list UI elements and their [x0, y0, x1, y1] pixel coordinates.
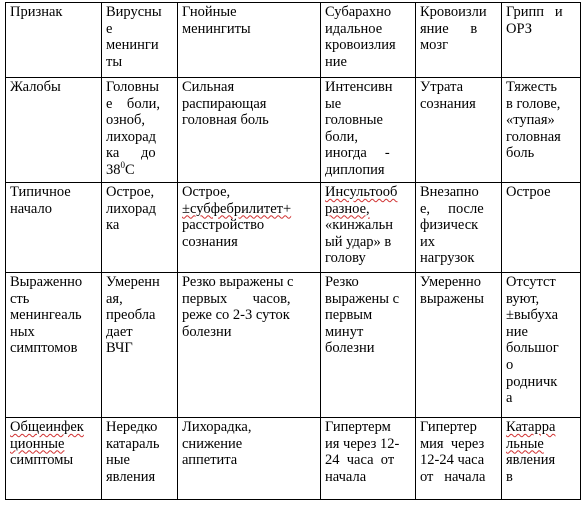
- cell-line: Сильная: [182, 79, 235, 95]
- cell-general-flu: [502, 418, 581, 500]
- cell-line: менингеаль: [10, 307, 82, 324]
- cell-line: ные: [106, 452, 130, 469]
- cell-line: Острое,: [182, 184, 231, 200]
- table-header-row: [6, 3, 581, 78]
- cell-line: ВЧГ: [106, 340, 133, 357]
- cell-line: Гнойные: [182, 4, 237, 20]
- cell-general-purulent: [178, 418, 321, 500]
- cell-meningeal-subarachnoid: [321, 273, 416, 418]
- cell-line: выражены: [420, 290, 485, 307]
- cell-line: в: [506, 468, 513, 485]
- cell-line: Признак: [10, 4, 63, 20]
- cell-line: ние: [325, 53, 347, 70]
- cell-line: ые: [325, 95, 342, 112]
- cell-line: ние: [506, 323, 528, 340]
- cell-line: ка: [106, 217, 120, 234]
- row-label-onset: [6, 183, 102, 273]
- row-label-complaints: [6, 78, 102, 183]
- cell-line: явления: [506, 452, 556, 469]
- cell-line: боли,: [325, 128, 359, 145]
- cell-line: дает: [106, 323, 133, 340]
- cell-line: большог: [506, 340, 559, 357]
- cell-meningeal-purulent: [178, 273, 321, 418]
- header-cell-subarachnoid-hemorrhage: [321, 3, 416, 78]
- cell-line: от начала: [420, 468, 486, 485]
- cell-line: льные: [506, 435, 544, 452]
- cell-line: ОРЗ: [506, 20, 532, 37]
- cell-line: Типичное: [10, 184, 71, 200]
- cell-line: преобла: [106, 307, 156, 324]
- cell-line: лихорад: [106, 128, 157, 145]
- cell-complaints-flu: [502, 78, 581, 183]
- cell-line: мия через: [420, 435, 485, 452]
- cell-onset-flu: [502, 183, 581, 273]
- cell-line: начала: [325, 468, 367, 485]
- cell-line: реже со 2-3 суток: [182, 307, 290, 324]
- cell-line: расстройство: [182, 217, 265, 234]
- cell-line: «тупая»: [506, 112, 555, 129]
- cell-line: вуют,: [506, 290, 540, 307]
- cell-line: е, после: [420, 200, 484, 217]
- cell-line: ия через 12-: [325, 435, 400, 452]
- cell-line: е боли,: [106, 95, 160, 112]
- table-row-meningeal: [6, 273, 581, 418]
- cell-line: Тяжесть: [506, 79, 557, 95]
- cell-line: головные: [325, 112, 383, 129]
- cell-line: лихорад: [106, 200, 157, 217]
- cell-line: ка до: [106, 145, 156, 162]
- cell-line: разное,: [325, 200, 370, 217]
- cell-complaints-viral: [102, 78, 178, 183]
- cell-line: боль: [506, 145, 535, 162]
- symptom-comparison-table: [5, 2, 581, 500]
- cell-line: первых часов,: [182, 290, 291, 307]
- cell-line: симптомы: [10, 452, 74, 469]
- header-cell-sign: [6, 3, 102, 78]
- row-label-meningeal: [6, 273, 102, 418]
- cell-line: идальное: [325, 20, 383, 37]
- cell-line: иногда -: [325, 145, 390, 162]
- cell-line: Интенсивн: [325, 79, 393, 95]
- cell-line: е: [106, 20, 113, 37]
- cell-line: нагрузок: [420, 250, 475, 267]
- cell-line: Острое,: [106, 184, 155, 200]
- cell-line: явления: [106, 468, 156, 485]
- header-cell-flu-ari: [502, 3, 581, 78]
- cell-onset-subarachnoid: [321, 183, 416, 273]
- header-cell-purulent-meningitis: [178, 3, 321, 78]
- cell-line: Утрата: [420, 79, 464, 95]
- temperature-line: [106, 162, 173, 179]
- cell-line: 24 часа от: [325, 452, 395, 469]
- cell-line: Лихорадка,: [182, 419, 252, 435]
- cell-onset-purulent: [178, 183, 321, 273]
- cell-line: ±субфебрилитет+: [182, 200, 292, 217]
- table-row-complaints: [6, 78, 581, 183]
- cell-line: о: [506, 356, 514, 373]
- cell-line: Умеренно: [420, 274, 482, 290]
- cell-line: головная боль: [182, 112, 269, 129]
- cell-line: мозг: [420, 37, 449, 54]
- cell-line: первым: [325, 307, 373, 324]
- cell-general-viral: [102, 418, 178, 500]
- cell-line: распирающая: [182, 95, 267, 112]
- cell-line: ±выбуха: [506, 307, 559, 324]
- cell-line: головная: [506, 128, 561, 145]
- cell-meningeal-flu: [502, 273, 581, 418]
- cell-line: болезни: [182, 323, 232, 340]
- cell-line: сть: [10, 290, 30, 307]
- cell-line: яние в: [420, 20, 478, 37]
- cell-line: «кинжальн: [325, 217, 394, 234]
- cell-line: катараль: [106, 435, 160, 452]
- cell-line: Общеинфек: [10, 419, 84, 435]
- cell-general-brain: [416, 418, 502, 500]
- cell-line: Резко: [325, 274, 359, 290]
- cell-line: Субарахно: [325, 4, 392, 20]
- cell-line: Гипертерм: [325, 419, 391, 435]
- cell-meningeal-brain: [416, 273, 502, 418]
- cell-complaints-subarachnoid: [321, 78, 416, 183]
- table-row-general-infection: [6, 418, 581, 500]
- cell-line: ционные: [10, 435, 65, 452]
- cell-meningeal-viral: [102, 273, 178, 418]
- cell-line: озноб,: [106, 112, 145, 129]
- cell-line: голову: [325, 250, 366, 267]
- cell-line: ая,: [106, 290, 123, 307]
- cell-line: Вирусны: [106, 4, 162, 20]
- cell-line: кровоизлия: [325, 37, 396, 54]
- cell-line: ных: [10, 323, 35, 340]
- cell-line: сознания: [182, 233, 238, 250]
- cell-line: Инсультооб: [325, 184, 398, 200]
- cell-line: аппетита: [182, 452, 238, 469]
- cell-line: Острое: [506, 184, 551, 200]
- cell-line: минут: [325, 323, 364, 340]
- cell-line: симптомов: [10, 340, 78, 357]
- cell-complaints-brain: [416, 78, 502, 183]
- cell-line: физическ: [420, 217, 479, 234]
- degree-unit: С: [125, 161, 135, 178]
- cell-line: менинги: [106, 37, 159, 54]
- header-cell-viral-meningitis: [102, 3, 178, 78]
- cell-line: Грипп и: [506, 4, 563, 20]
- cell-line: их: [420, 233, 436, 250]
- cell-complaints-purulent: [178, 78, 321, 183]
- cell-line: выражены с: [325, 290, 400, 307]
- cell-line: родничк: [506, 373, 558, 390]
- cell-line: диплопия: [325, 161, 385, 178]
- cell-line: снижение: [182, 435, 243, 452]
- cell-line: Отсутст: [506, 274, 556, 290]
- cell-line: Внезапно: [420, 184, 479, 200]
- cell-line: в голове,: [506, 95, 561, 112]
- cell-line: Гипертер: [420, 419, 477, 435]
- cell-line: болезни: [325, 340, 375, 357]
- cell-line: Кровоизли: [420, 4, 487, 20]
- row-label-general-infection: [6, 418, 102, 500]
- cell-line: начало: [10, 200, 52, 217]
- header-cell-brain-hemorrhage: [416, 3, 502, 78]
- cell-line: Умеренн: [106, 274, 160, 290]
- cell-line: Резко выражены с: [182, 274, 294, 290]
- cell-line: Жалобы: [10, 79, 61, 95]
- cell-line: Катарра: [506, 419, 556, 435]
- degree-superscript: 0: [120, 160, 125, 171]
- cell-line: Нередко: [106, 419, 158, 435]
- cell-line: а: [506, 390, 513, 407]
- cell-line: ты: [106, 53, 123, 70]
- cell-line: Выраженно: [10, 274, 83, 290]
- cell-general-subarachnoid: [321, 418, 416, 500]
- cell-line: менингиты: [182, 20, 251, 37]
- cell-line: 12-24 часа: [420, 452, 485, 469]
- temperature-value: 38: [106, 161, 121, 178]
- cell-line: Головны: [106, 79, 160, 95]
- table-row-onset: [6, 183, 581, 273]
- cell-onset-brain: [416, 183, 502, 273]
- cell-line: сознания: [420, 95, 476, 112]
- cell-line: ый удар» в: [325, 233, 392, 250]
- cell-onset-viral: [102, 183, 178, 273]
